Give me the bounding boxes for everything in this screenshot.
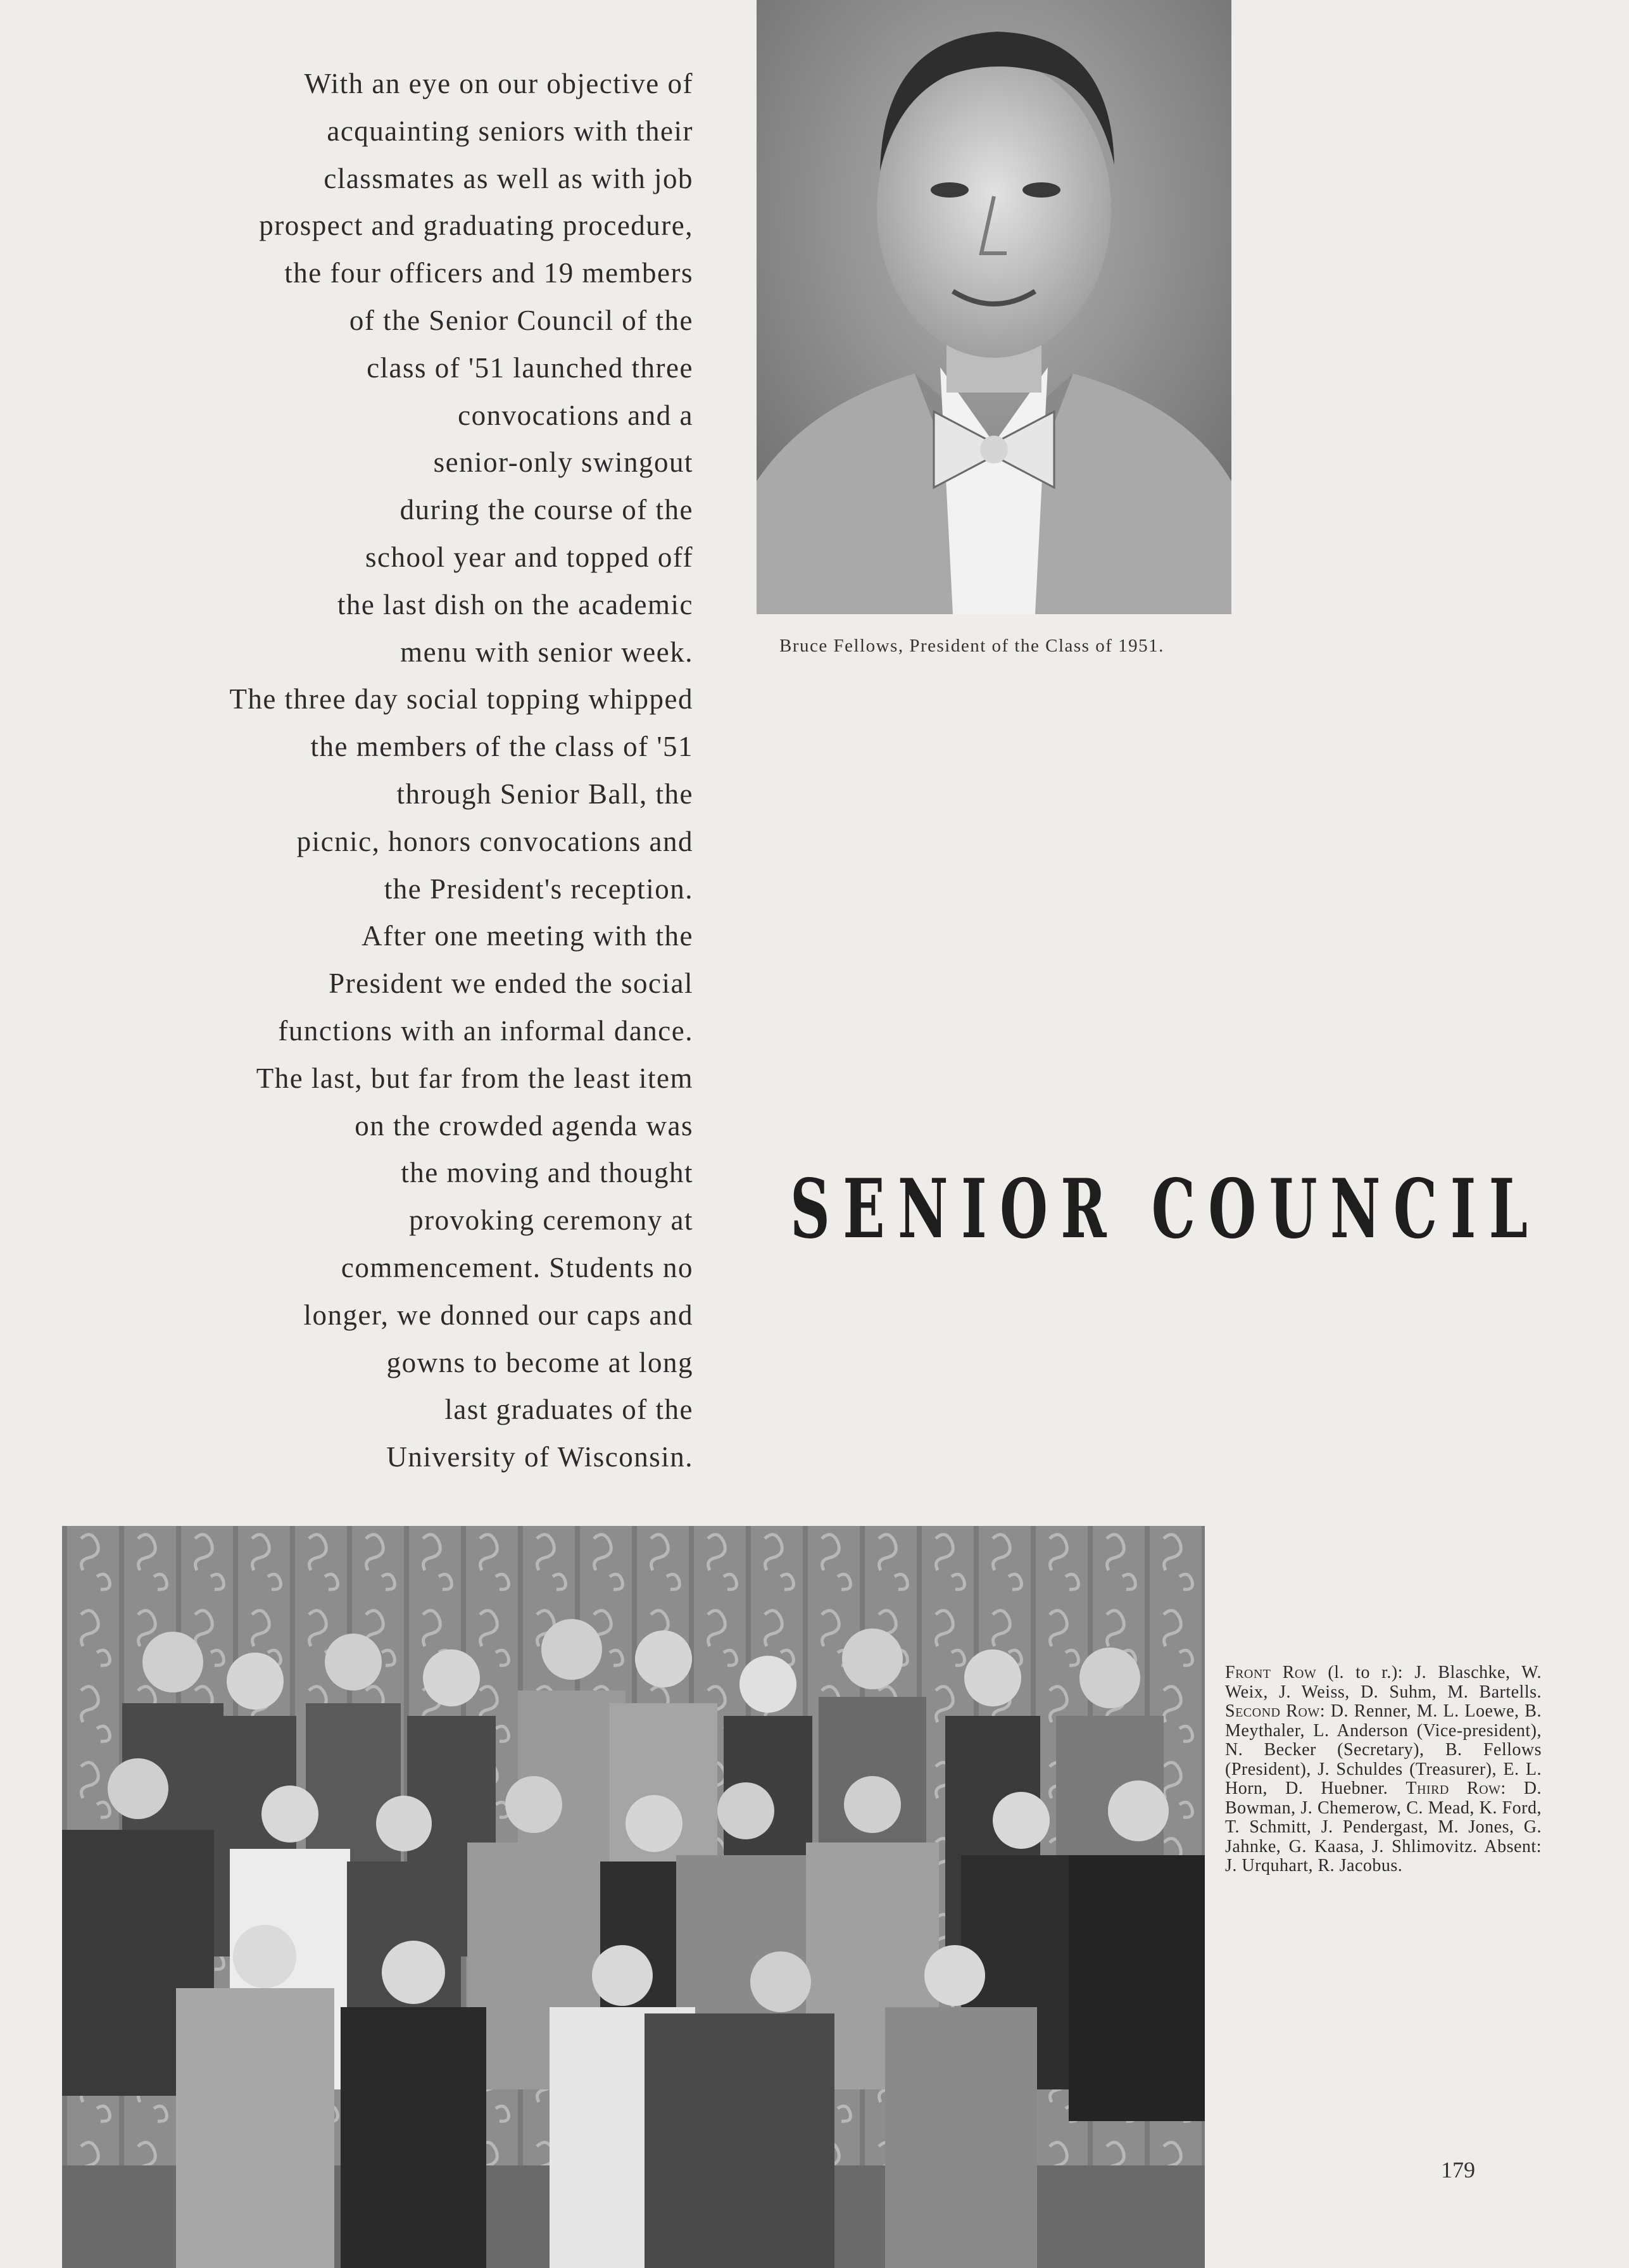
- body-text-line: prospect and graduating procedure,: [259, 210, 693, 242]
- body-text-line: gowns to become at long: [386, 1346, 693, 1378]
- front-row-label: Front Row: [1225, 1663, 1317, 1682]
- body-text-line: longer, we donned our caps and: [303, 1299, 693, 1331]
- body-text-line: menu with senior week.: [400, 636, 693, 668]
- body-text-line: picnic, honors convocations and: [296, 825, 693, 857]
- body-text-line: commencement. Students no: [341, 1251, 693, 1283]
- body-text-line: during the course of the: [399, 494, 693, 526]
- third-row-label: Third Row: [1406, 1779, 1501, 1798]
- portrait-caption: Bruce Fellows, President of the Class of 1951.: [779, 636, 1164, 656]
- body-text-line: the members of the class of '51: [310, 731, 693, 763]
- body-text-line: through Senior Ball, the: [396, 778, 693, 810]
- second-row-label: Second Row: [1225, 1701, 1320, 1721]
- body-text-line: provoking ceremony at: [409, 1204, 693, 1237]
- third-row-names: : D. Bowman, J. Chemerow, C. Mead, K. Ford, T. Schmitt, J. Pendergast, M. Jones, G. Jahnke, G. Kaasa, J. Shlimovitz. Absent: J. Urquhart, R. Jacobus.: [1225, 1779, 1542, 1875]
- president-portrait-photo: [757, 0, 1231, 614]
- body-text-line: on the crowded agenda was: [355, 1109, 693, 1142]
- page-number: 179: [1441, 2157, 1475, 2183]
- front-row-names: (l. to r.): J. Blaschke, W. Weix, J. Weiss, D. Suhm, M. Bartells.: [1225, 1663, 1542, 1702]
- body-text-line: After one meeting with the: [362, 920, 693, 952]
- group-photo-caption: [1225, 1663, 1542, 1876]
- body-text: [114, 60, 693, 1481]
- body-text-line: President we ended the social: [329, 967, 693, 1000]
- body-text-line: school year and topped off: [365, 541, 693, 573]
- body-text-line: convocations and a: [458, 399, 693, 431]
- page-title: SENIOR COUNCIL: [790, 1162, 1541, 1257]
- body-text-line: last graduates of the: [444, 1394, 693, 1426]
- body-text-line: of the Senior Council of the: [349, 304, 693, 336]
- body-text-line: the four officers and 19 members: [284, 257, 693, 289]
- body-text-line: The three day social topping whipped: [229, 683, 693, 715]
- body-text-line: The last, but far from the least item: [256, 1062, 693, 1094]
- body-text-line: With an eye on our objective of: [304, 68, 693, 99]
- body-text-line: classmates as well as with job: [324, 162, 693, 194]
- senior-council-group-photo: [62, 1526, 1205, 2268]
- body-text-line: acquainting seniors with their: [327, 115, 693, 147]
- body-text-line: the last dish on the academic: [337, 588, 693, 621]
- body-text-line: senior-only swingout: [433, 446, 693, 479]
- body-text-line: class of '51 launched three: [367, 351, 693, 384]
- body-text-line: the President's reception.: [384, 873, 693, 905]
- body-text-line: functions with an informal dance.: [278, 1014, 693, 1047]
- body-text-line: University of Wisconsin.: [386, 1441, 693, 1473]
- second-row-names: : D. Renner, M. L. Loewe, B. Meythaler, L. Anderson (Vice-president), N. Becker (Secretary), B. Fellows (President), J. Schuldes (Treasurer), E. L. Horn, D. Huebner.: [1225, 1701, 1542, 1798]
- body-text-line: the moving and thought: [401, 1157, 693, 1189]
